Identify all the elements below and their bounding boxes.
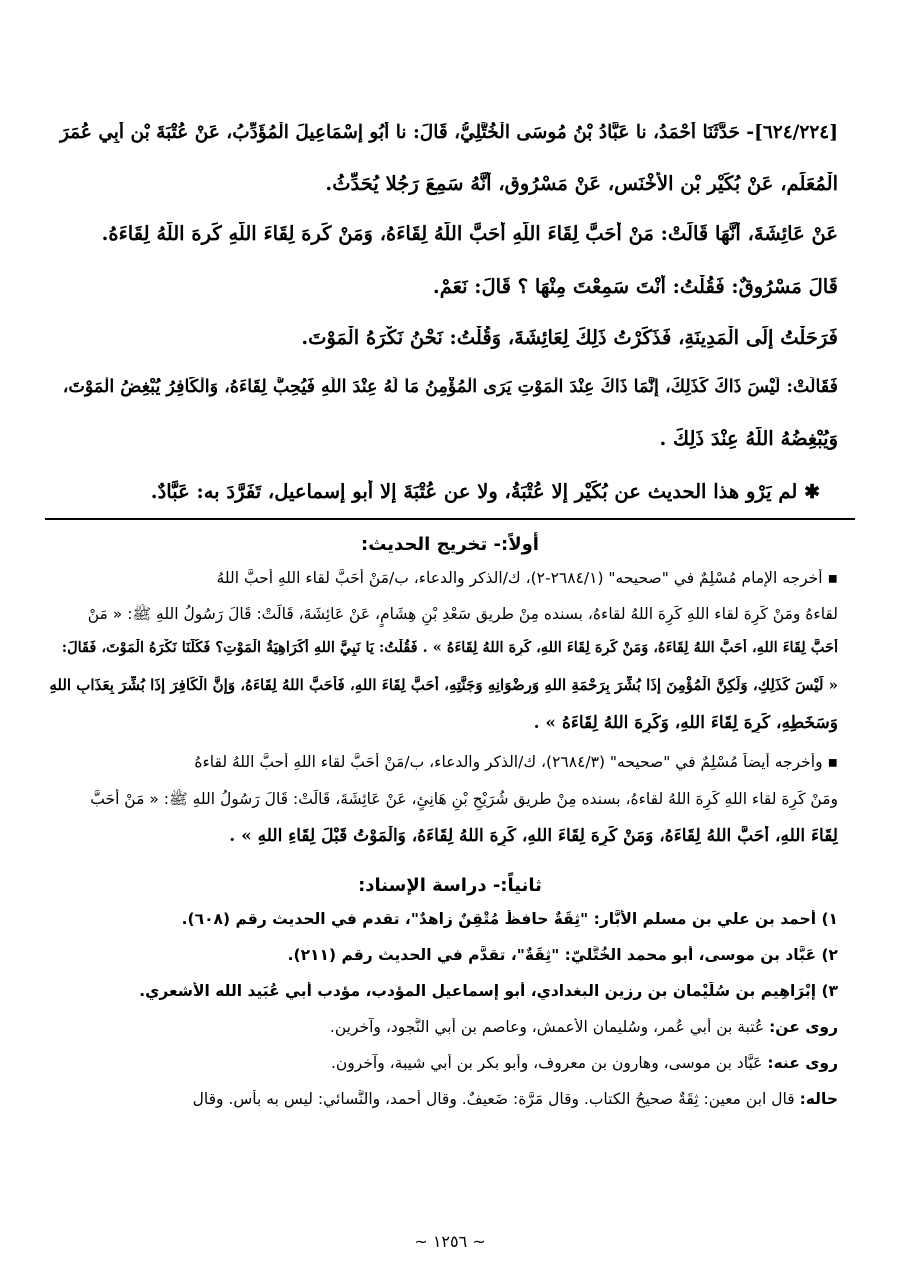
- narrator-2: ٢) عَبَّاد بن موسى، أبو محمد الخُتَّليّ: "ثِقَةٌ"، تقدَّم في الحديث رقم (٢١١).: [287, 946, 838, 964]
- students-text: عَبَّاد بن موسى، وهارون بن معروف، وأبو بكر بن أبي شيبة، وآخرون.: [331, 1054, 768, 1072]
- takhrij-paragraph-1-line-5: وَسَخَطِهِ، كَرِهَ لِقَاءَ اللهِ، وَكَرِهَ اللهُ لِقَاءَهُ » .: [533, 713, 838, 733]
- status-text: قال ابن معين: ثِقَةٌ صحيحُ الكتاب. وقال مَرَّة: ضَعيفٌ. وقال أحمد، والنَّسائي: ليس به بأس. وقال: [192, 1090, 800, 1108]
- hadith-isnad-line-2: الْمُعَلِّمِ، عَنْ بُكَيْرِ بْنِ الأَخْنَسِ، عَنْ مَسْرُوقٍ، أَنَّهُ سَمِعَ رَجُلا يُحَدِّثُ.: [325, 172, 838, 195]
- section-divider: [45, 518, 855, 520]
- hadith-matn-line-1: عَنْ عَائِشَةَ، أَنَّهَا قَالَتْ: مَنْ أَحَبَّ لِقَاءَ اللَّهِ أَحَبَّ اللَّهُ لِقَاءَهُ، وَمَنْ كَرِهَ لِقَاءَ اللَّهِ كَرِهَ اللَّهُ لِقَاءَهُ.: [101, 222, 838, 245]
- star-icon: ✱: [804, 481, 820, 503]
- hadith-matn-line-2: قَالَ مَسْرُوقٌ: فَقُلْتُ: أَنْتَ سَمِعْتَ مِنْهَا ؟ قَالَ: نَعَمْ.: [432, 275, 838, 298]
- takhrij-paragraph-2-line-1: ▪ وأخرجه أيضاً مُسْلِمٌ في "صحيحه" (٢٦٨٤/٣)، ك/الذكر والدعاء، ب/مَنْ أَحَبَّ لقاء اللهِ أحبَّ اللهُ لقاءهُ: [194, 753, 838, 771]
- narrator-3-students: [45, 1054, 838, 1072]
- note-text: لم يَرْوِ هذا الحديث عن بُكَيْرٍ إلا عُتْبَةُ، ولا عن عُتْبَةَ إلا أبو إسماعيل، تَفَرَّدَ به: عَبَّادٌ.: [150, 480, 798, 503]
- section-heading-takhrij: أولاً:- تخريج الحديث:: [361, 534, 539, 555]
- narrator-3-teachers: [45, 1018, 838, 1036]
- teachers-text: عُتبة بن أبي عُمر، وسُليمان الأعمش، وعاصم بن أبي النَّجود، وآخرين.: [329, 1018, 770, 1036]
- students-label: روى عنه:: [767, 1054, 838, 1072]
- narrator-3: ٣) إِبْرَاهِيم بن سُلَيْمان بن رزين البغدادي، أبو إسماعيل المؤدب، مؤدب أبي عُبَيد الله الأشعري.: [139, 982, 838, 1000]
- takhrij-paragraph-1-line-4: « لَيْسَ كَذَلِكِ، وَلَكِنَّ الْمُؤْمِنَ إِذَا بُشِّرَ بِرَحْمَةِ اللهِ وَرِضْوَانِهِ وَجَنَّتِهِ، أَحَبَّ لِقَاءَ اللهِ، فَأَحَبَّ اللهُ لِقَاءَهُ، وَإِنَّ الْكَافِرَ إِذَا بُشِّرَ بِعَذَابِ اللهِ: [49, 676, 838, 694]
- takhrij-paragraph-2-line-2: ومَنْ كَرِهَ لقاء اللهِ كَرِهَ اللهُ لقاءهُ، بسنده مِنْ طريق شُرَيْحِ بْنِ هَانِئٍ، عَنْ عَائِشَةَ، قَالَتْ: قَالَ رَسُولُ اللهِ ﷺ: « مَنْ أَحَبَّ: [90, 790, 838, 808]
- teachers-label: روى عن:: [769, 1018, 838, 1036]
- hadith-matn-line-5: وَيُبْغِضُهُ اللَّهُ عِنْدَ ذَلِكَ .: [659, 427, 838, 450]
- hadith-matn-line-3: فَرَحَلْتُ إِلَى الْمَدِينَةِ، فَذَكَرْتُ ذَلِكَ لِعَائِشَةَ، وَقُلْتُ: نَحْنُ نَكْرَهُ الْمَوْتَ.: [301, 326, 838, 349]
- section-heading-isnad: ثانياً:- دراسة الإسناد:: [358, 875, 542, 896]
- takhrij-paragraph-1-line-1: ▪ أخرجه الإمام مُسْلِمٌ في "صحيحه" (٢٦٨٤/١-٢)، ك/الذكر والدعاء، ب/مَنْ أَحَبَّ لقاء اللهِ أحبَّ اللهُ: [216, 569, 838, 587]
- status-label: حاله:: [799, 1090, 838, 1108]
- narrator-3-status: [45, 1090, 838, 1108]
- takhrij-paragraph-1-line-2: لقاءهُ ومَنْ كَرِهَ لقاء اللهِ كَرِهَ اللهُ لقاءهُ، بسنده مِنْ طريق سَعْدِ بْنِ هِشَامٍ، عَنْ عَائِشَةَ، قَالَتْ: قَالَ رَسُولُ اللهِ ﷺ: « مَنْ: [87, 605, 838, 623]
- takhrij-paragraph-1-line-3: أَحَبَّ لِقَاءَ اللهِ، أَحَبَّ اللهُ لِقَاءَهُ، وَمَنْ كَرِهَ لِقَاءَ اللهِ، كَرِهَ اللهُ لِقَاءَهُ » . فَقُلْتُ: يَا نَبِيَّ اللهِ أَكَرَاهِيَةُ الْمَوْتِ؟ فَكُلُّنَا نَكْرَهُ الْمَوْتَ، فَقَالَ:: [61, 639, 838, 656]
- narrator-1: ١) أحمد بن علي بن مسلم الأَبَّار: "ثِقَةٌ حافظٌ مُتْقِنٌ زاهدٌ"، تقدم في الحديث رقم (٦٠٨).: [181, 910, 838, 928]
- hadith-isnad-line-1: [٦٢٤/٢٢٤]- حَدَّثَنَا أَحْمَدُ، نا عَبَّادُ بْنُ مُوسَى الْخُتَّلِيُّ، قَالَ: نا أَبُو إِسْمَاعِيلَ الْمُؤَدِّبُ، عَنْ عُتْبَةَ بْنِ أَبِي عُمَرَ: [59, 122, 838, 143]
- hadith-tabarani-note: [45, 480, 820, 503]
- takhrij-paragraph-2-line-3: لِقَاءَ اللهِ، أَحَبَّ اللهُ لِقَاءَهُ، وَمَنْ كَرِهَ لِقَاءَ اللهِ، كَرِهَ اللهُ لِقَاءَهُ، وَالْمَوْتُ قَبْلَ لِقَاءِ اللهِ » .: [229, 826, 838, 846]
- hadith-matn-line-4: فَقَالَتْ: لَيْسَ ذَاكَ كَذَلِكَ، إِنَّمَا ذَاكَ عِنْدَ الْمَوْتِ يَرَى الْمُؤْمِنُ مَا لَهُ عِنْدَ اللَّهِ فَيُحِبُّ لِقَاءَهُ، وَالْكَافِرُ يُبْغِضُ الْمَوْتَ،: [62, 377, 838, 397]
- page-number: ~ ١٢٥٦ ~: [414, 1232, 486, 1251]
